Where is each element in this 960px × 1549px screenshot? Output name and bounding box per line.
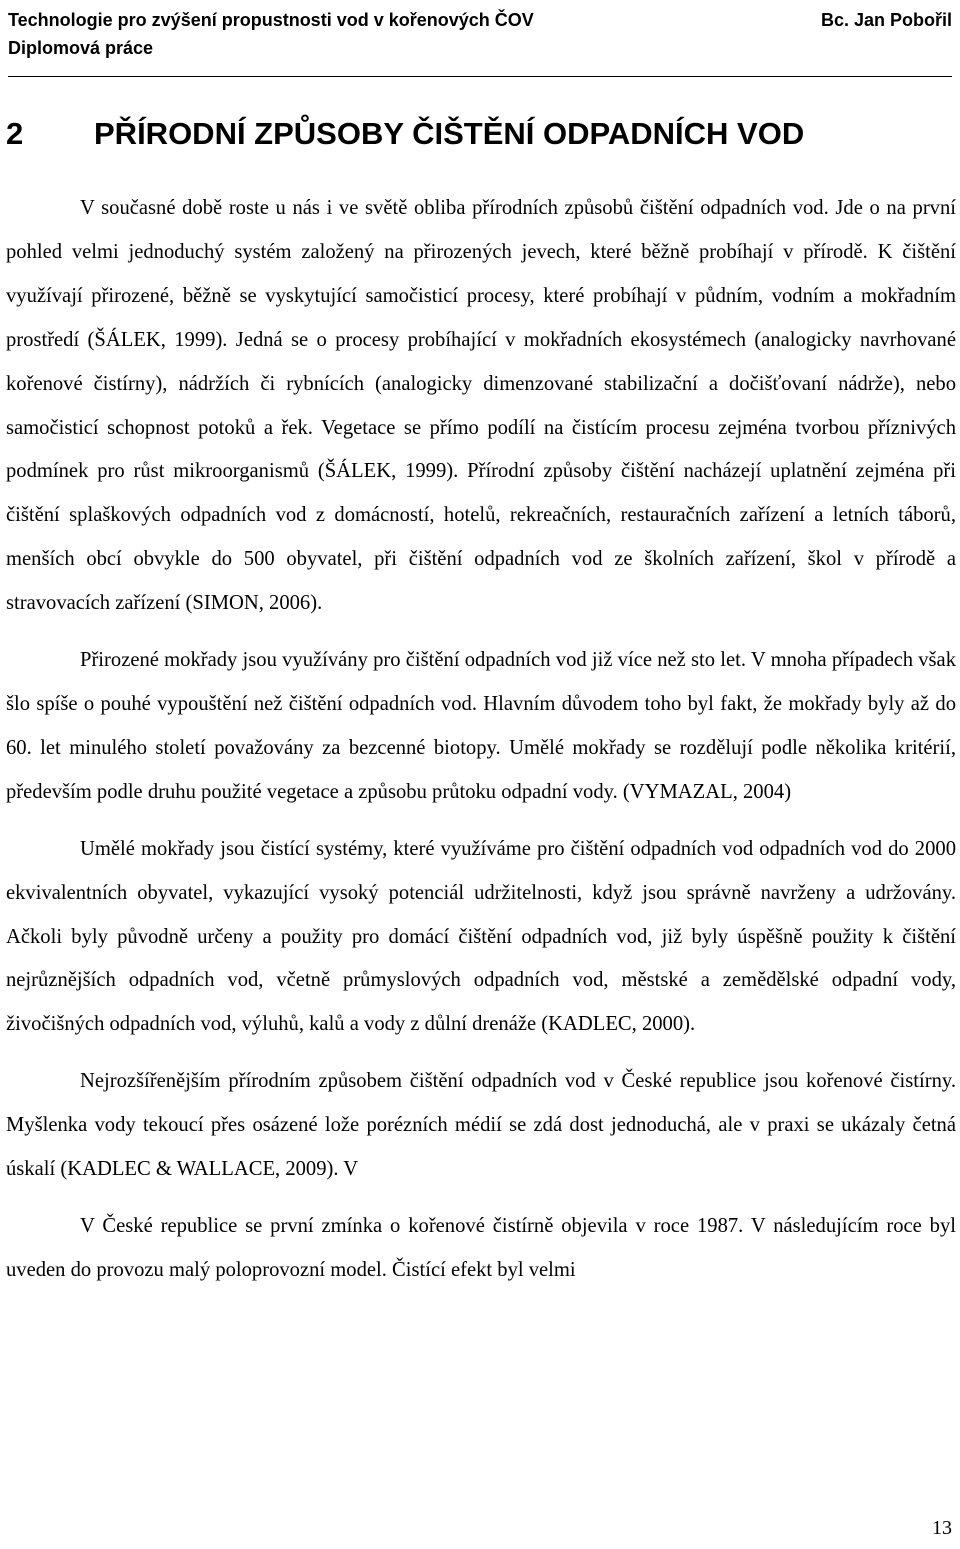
chapter-title: PŘÍRODNÍ ZPŮSOBY ČIŠTĚNÍ ODPADNÍCH VOD xyxy=(94,116,805,151)
header-title: Technologie pro zvýšení propustnosti vod v kořenových ČOV xyxy=(8,10,534,30)
page-number: 13 xyxy=(932,1517,952,1539)
body-text xyxy=(6,187,956,1293)
page-header xyxy=(8,6,952,62)
header-author: Bc. Jan Pobořil xyxy=(820,10,952,30)
chapter-heading xyxy=(6,112,804,156)
paragraph: V České republice se první zmínka o kořenové čistírně objevila v roce 1987. V následujícím roce byl uveden do provozu malý poloprovozní model. Čistící efekt byl velmi xyxy=(6,1214,956,1281)
header-row xyxy=(8,6,952,34)
chapter-number: 2 xyxy=(6,116,24,151)
paragraph: V současné době roste u nás i ve světě obliba přírodních způsobů čištění odpadních vod. Jde o na první pohled velmi jednoduchý systém založený na přirozených jevech, které běžně probíhají v přírodě. K čištění využívají přirozené, běžně se vyskytující samočisticí procesy, které probíhají v půdním, vodním a mokřadním prostředí (ŠÁLEK, 1999). Jedná se o procesy probíhající v mokřadních ekosystémech (analogicky navrhované kořenové čistírny), nádržích či rybnících (analogicky dimenzované stabilizační a dočišťovaní nádrže), nebo samočisticí schopnost potoků a řek. Vegetace se přímo podílí na čistícím procesu zejména tvorbou příznivých podmínek pro růst mikroorganismů (ŠÁLEK, 1999). Přírodní způsoby čištění nacházejí uplatnění zejména při čištění splaškových odpadních vod z domácností, hotelů, rekreačních, restauračních zařízení a letních táborů, menších obcí obvykle do 500 obyvatel, při čištění odpadních vod ze školních zařízení, škol v přírodě a stravovacích zařízení (SIMON, 2006). xyxy=(6,197,956,615)
paragraph: Nejrozšířenějším přírodním způsobem čištění odpadních vod v České republice jsou kořenové čistírny. Myšlenka vody tekoucí přes osázené lože porézních médií se zdá dost jednoduchá, ale v praxi se ukázaly četná úskalí (KADLEC & WALLACE, 2009). V xyxy=(6,1070,956,1181)
paragraph: Přirozené mokřady jsou využívány pro čištění odpadních vod již více než sto let. V mnoha případech však šlo spíše o pouhé vypouštění než čištění odpadních vod. Hlavním důvodem toho byl fakt, že mokřady byly až do 60. let minulého století považovány za bezcenné biotopy. Umělé mokřady se rozdělují podle několika kritérií, především podle druhu použité vegetace a způsobu průtoku odpadní vody. (VYMAZAL, 2004) xyxy=(6,649,956,803)
header-divider xyxy=(8,76,952,77)
paragraph: Umělé mokřady jsou čistící systémy, které využíváme pro čištění odpadních vod odpadních vod do 2000 ekvivalentních obyvatel, vykazující vysoký potenciál udržitelnosti, když jsou správně navrženy a udržovány. Ačkoli byly původně určeny a použity pro domácí čištění odpadních vod, již byly úspěšně použity k čištění nejrůznějších odpadních vod, včetně průmyslových odpadních vod, městské a zemědělské odpadní vody, živočišných odpadních vod, výluhů, kalů a vody z důlní drenáže (KADLEC, 2000). xyxy=(6,837,956,1036)
header-subtitle: Diplomová práce xyxy=(8,38,154,58)
